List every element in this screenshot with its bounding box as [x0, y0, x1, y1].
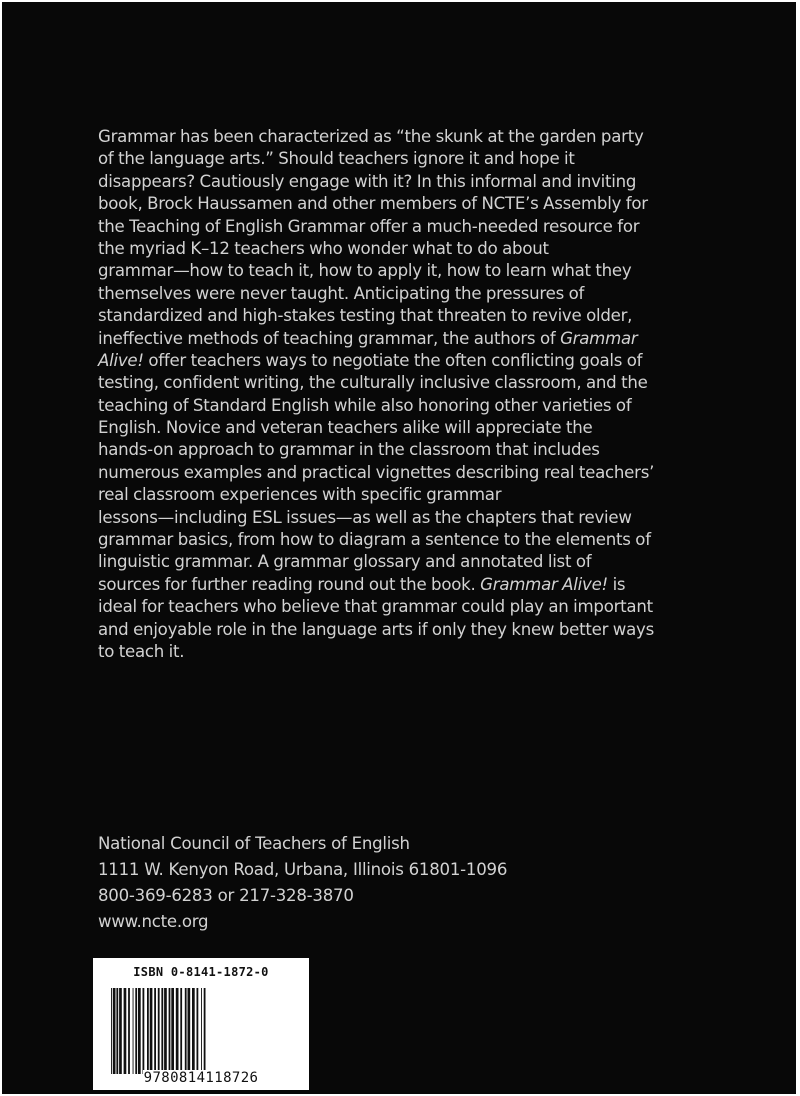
blurb-line: to teach it. [98, 641, 185, 661]
blurb-line: grammar—how to teach it, how to apply it, how to learn what they [98, 261, 632, 281]
barcode-digits: 9780814118726 [143, 1070, 259, 1086]
blurb-line: real classroom experiences with specific grammar [98, 485, 502, 505]
blurb-line: Grammar has been characterized as “the skunk at the garden party [98, 127, 644, 146]
barcode-bar [113, 988, 116, 1074]
blurb-line [98, 574, 738, 596]
barcode-bar [185, 988, 187, 1074]
blurb-text: is [612, 574, 626, 594]
blurb-line: hands-on approach to grammar in the classroom that includes [98, 440, 600, 460]
blurb-line: and enjoyable role in the language arts if only they knew better ways [98, 619, 654, 639]
barcode-bar [119, 988, 122, 1074]
blurb-line: ideal for teachers who believe that grammar could play an important [98, 597, 653, 617]
blurb-line: numerous examples and practical vignettes describing real teachers’ [98, 462, 655, 482]
barcode-bars [109, 988, 295, 1074]
blurb-line: teaching of Standard English while also honoring other varieties of [98, 395, 632, 415]
isbn-barcode [93, 958, 309, 1090]
publisher-info [98, 831, 507, 935]
blurb-text: ineffective methods of teaching grammar, the authors of [98, 328, 556, 348]
barcode-bar [171, 988, 174, 1074]
blurb-line: the myriad K–12 teachers who wonder what to do about [98, 238, 549, 258]
blurb-line: testing, confident writing, the culturally inclusive classroom, and the [98, 373, 648, 393]
barcode-digits-row [95, 1070, 307, 1086]
barcode-bar [192, 988, 195, 1074]
blurb-text: sources for further reading round out the book. [98, 574, 476, 594]
cover-panel [2, 2, 796, 1094]
publisher-name: National Council of Teachers of English [98, 834, 410, 853]
blurb-paragraph [98, 126, 738, 663]
barcode-bar [111, 988, 112, 1074]
barcode-bar [176, 988, 179, 1074]
blurb-line: standardized and high-stakes testing that threaten to revive older, [98, 306, 633, 326]
barcode-bar [188, 988, 191, 1074]
publisher-website: www.ncte.org [98, 912, 209, 931]
barcode-bar [147, 988, 149, 1074]
barcode-bar [158, 988, 160, 1074]
blurb-line: the Teaching of English Grammar offer a much-needed resource for [98, 216, 640, 236]
blurb-line: English. Novice and veteran teachers alike will appreciate the [98, 418, 593, 438]
blurb-line: linguistic grammar. A grammar glossary and annotated list of [98, 552, 592, 572]
blurb-line: themselves were never taught. Anticipating the pressures of [98, 283, 585, 303]
barcode-bar [169, 988, 171, 1074]
barcode-bar [154, 988, 156, 1074]
barcode-bar [150, 988, 153, 1074]
blurb-line: disappears? Cautiously engage with it? In this informal and inviting [98, 171, 637, 191]
barcode-bar [135, 988, 137, 1074]
barcode-bar [124, 988, 127, 1074]
blurb-text: offer teachers ways to negotiate the often conflicting goals of [148, 350, 643, 370]
publisher-address: 1111 W. Kenyon Road, Urbana, Illinois 61801-1096 [98, 860, 508, 879]
book-title-italic: Alive! [98, 350, 144, 370]
barcode-bar [164, 988, 167, 1074]
barcode-bar [128, 988, 130, 1074]
barcode-bar [161, 988, 163, 1074]
book-title-italic: Grammar [560, 328, 638, 348]
barcode-bar [204, 988, 206, 1074]
barcode-bar [116, 988, 118, 1074]
barcode-bar [133, 988, 134, 1074]
blurb-line: lessons—including ESL issues—as well as the chapters that review [98, 507, 632, 527]
barcode-bar [197, 988, 199, 1074]
publisher-phone: 800-369-6283 or 217-328-3870 [98, 886, 354, 905]
isbn-label: ISBN 0-8141-1872-0 [133, 965, 269, 979]
blurb-line: of the language arts.” Should teachers ignore it and hope it [98, 149, 575, 169]
blurb-line [98, 350, 738, 372]
blurb-line [98, 328, 738, 350]
barcode-bar [138, 988, 141, 1074]
barcode-bar [143, 988, 145, 1074]
blurb-line: book, Brock Haussamen and other members of NCTE’s Assembly for [98, 194, 648, 214]
barcode-bar [180, 988, 182, 1074]
barcode-bar [201, 988, 202, 1074]
book-title-italic: Grammar Alive! [480, 574, 608, 594]
blurb-line: grammar basics, from how to diagram a sentence to the elements of [98, 530, 651, 550]
